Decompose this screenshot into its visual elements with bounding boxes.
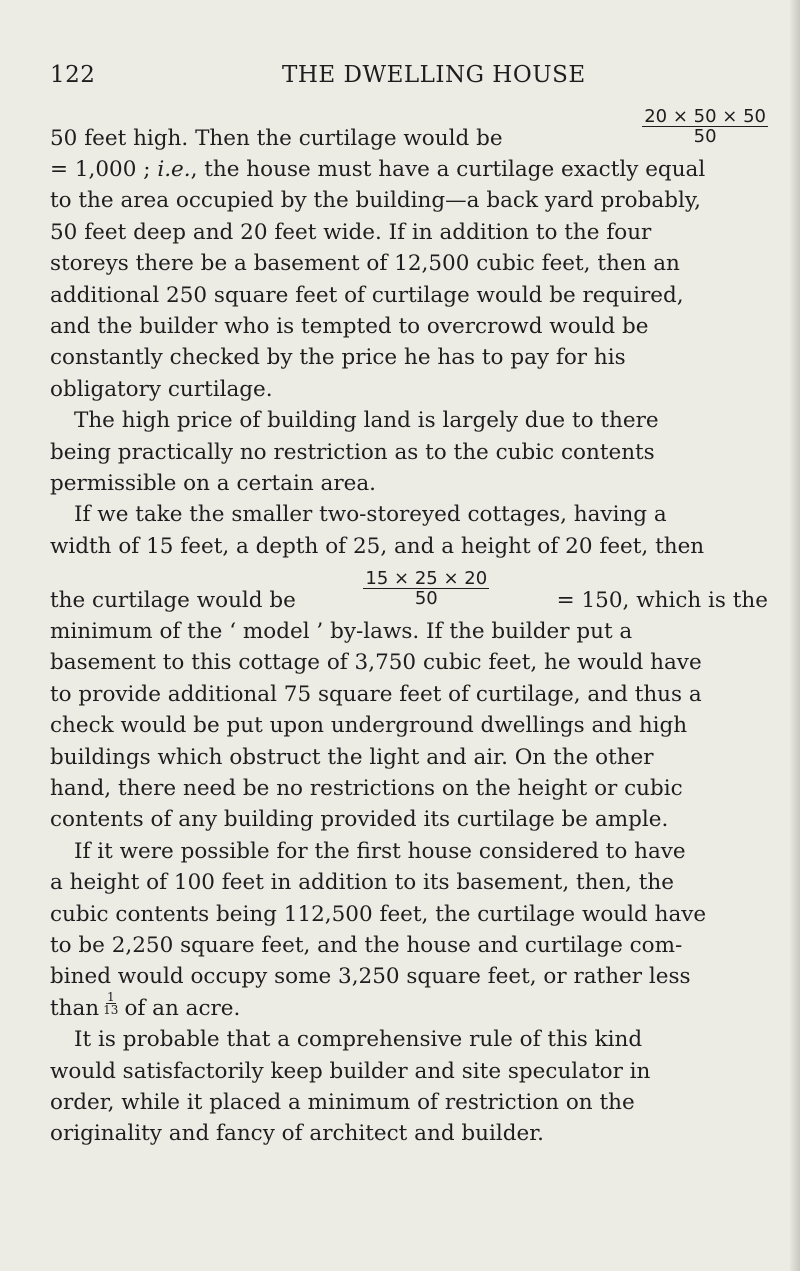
fraction-acre: $\frac{1}{13}$ <box>103 989 119 1017</box>
text-line: check would be put upon underground dwellings and high <box>50 713 688 739</box>
text-line: a height of 100 feet in addition to its basement, then, the <box>50 870 674 896</box>
text-line: additional 250 square feet of curtilage would be required, <box>50 282 684 308</box>
text-line: the curtilage would be $\frac{15 \times 25 \times 20}{50}$ = 150, which is the <box>50 568 768 613</box>
text-line: bined would occupy some 3,250 square feet, or rather less <box>50 964 691 990</box>
text-line: being practically no restriction as to the cubic contents <box>50 439 655 465</box>
text-line: It is probable that a comprehensive rule of this kind <box>74 1027 643 1053</box>
text-line: than $\frac{1}{13}$ of an acre. <box>50 989 241 1021</box>
text-line: order, while it placed a minimum of restriction on the <box>50 1089 635 1115</box>
page-edge-shadow <box>790 0 800 1271</box>
text-line: 50 feet deep and 20 feet wide. If in addition to the four <box>50 219 652 245</box>
body-text <box>50 100 768 1150</box>
text-line: If it were possible for the first house considered to have <box>74 838 686 864</box>
fraction-curtilage-1: $\frac{20 \times 50 \times 50}{50}$ <box>644 106 766 147</box>
text-line: basement to this cottage of 3,750 cubic feet, he would have <box>50 650 702 676</box>
text-line: minimum of the ‘ model ’ by-laws. If the builder put a <box>50 619 633 645</box>
text-line: would satisfactorily keep builder and site speculator in <box>50 1058 651 1084</box>
page-number: 122 <box>50 62 96 88</box>
fraction-curtilage-2: $\frac{15 \times 25 \times 20}{50}$ <box>365 568 488 610</box>
text-line: width of 15 feet, a depth of 25, and a height of 20 feet, then <box>50 533 705 559</box>
text-line: and the builder who is tempted to overcrowd would be <box>50 313 649 339</box>
text-line: If we take the smaller two-storeyed cottages, having a <box>74 502 667 528</box>
text-line: to be 2,250 square feet, and the house and curtilage com- <box>50 932 683 958</box>
text-line: The high price of building land is largely due to there <box>74 408 659 434</box>
text-line: = 1,000 ; i.e., the house must have a curtilage exactly equal <box>50 157 706 182</box>
text-line: to provide additional 75 square feet of curtilage, and thus a <box>50 681 702 707</box>
text-line: obligatory curtilage. <box>50 376 273 402</box>
text-line: contents of any building provided its curtilage be ample. <box>50 807 669 833</box>
text-line: to the area occupied by the building—a back yard probably, <box>50 188 701 214</box>
text-line: storeys there be a basement of 12,500 cubic feet, then an <box>50 251 680 277</box>
text-line: hand, there need be no restrictions on the height or cubic <box>50 776 683 802</box>
text-line: buildings which obstruct the light and air. On the other <box>50 744 654 770</box>
text-line: 50 feet high. Then the curtilage would be $\frac{20 \times 50 \times 50}{50}$ <box>50 106 766 151</box>
page-header <box>50 62 770 92</box>
text-line: originality and fancy of architect and builder. <box>50 1121 545 1147</box>
text-line: constantly checked by the price he has to pay for his <box>50 345 626 371</box>
text-line: cubic contents being 112,500 feet, the curtilage would have <box>50 901 707 927</box>
text-line: permissible on a certain area. <box>50 470 376 496</box>
running-title: THE DWELLING HOUSE <box>282 62 586 88</box>
